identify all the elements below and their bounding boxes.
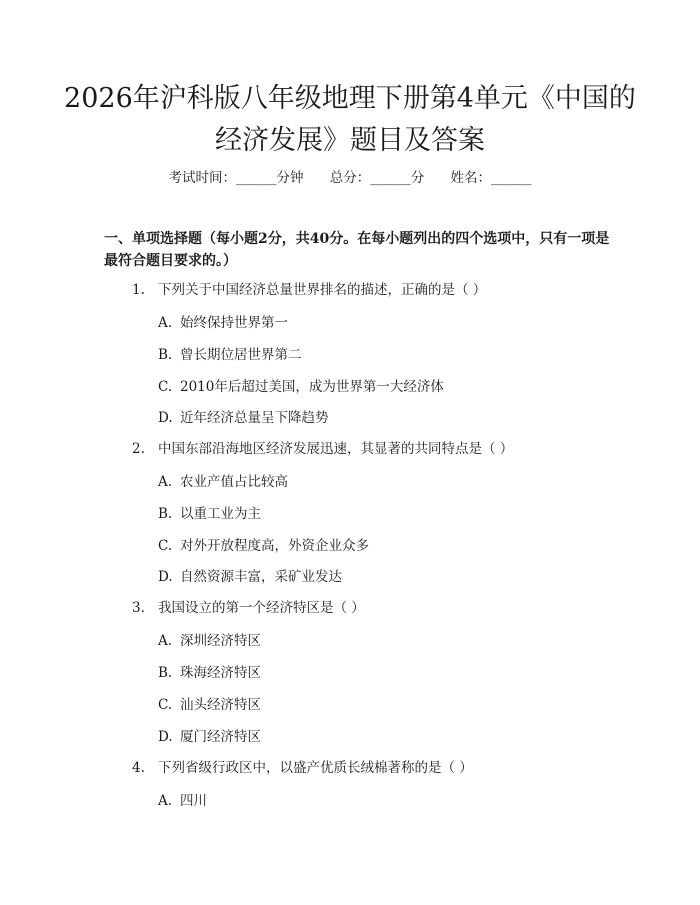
- option-text: 自然资源丰富，采矿业发达: [180, 569, 342, 585]
- question-number: 4.: [132, 760, 145, 776]
- section-heading: 一、单项选择题（每小题2分，共40分。在每小题列出的四个选项中，只有一项是最符合题目要求的。）: [104, 231, 610, 269]
- question-text: 下列关于中国经济总量世界排名的描述，正确的是（ ）: [158, 282, 487, 298]
- question-number: 3.: [132, 600, 145, 616]
- document-title: 2026年沪科版八年级地理下册第4单元《中国的经济发展》题目及答案: [64, 83, 636, 156]
- option-letter: A.: [158, 315, 173, 331]
- option-text: 深圳经济特区: [180, 633, 261, 649]
- option-text: 厦门经济特区: [180, 729, 261, 745]
- option-text: 珠海经济特区: [180, 665, 261, 681]
- question-text: 我国设立的第一个经济特区是（ ）: [158, 600, 365, 616]
- option-letter: B.: [158, 665, 173, 681]
- exam-info: [0, 168, 700, 188]
- student-name-field: 姓名：______: [450, 170, 532, 186]
- option-letter: D.: [158, 569, 173, 585]
- option-letter: B.: [158, 506, 173, 522]
- option-text: 汕头经济特区: [180, 697, 261, 713]
- option-text: 2010年后超过美国，成为世界第一大经济体: [180, 379, 444, 395]
- option-text: 四川: [180, 793, 207, 809]
- total-score-field: 总分：______分: [329, 170, 425, 186]
- exam-time-field: 考试时间：______分钟: [168, 170, 304, 186]
- option-letter: D.: [158, 410, 173, 426]
- option-letter: C.: [158, 697, 173, 713]
- option-letter: A.: [158, 793, 173, 809]
- option-text: 始终保持世界第一: [180, 315, 288, 331]
- option-text: 近年经济总量呈下降趋势: [180, 410, 329, 426]
- question-number: 2.: [132, 441, 145, 457]
- option-text: 以重工业为主: [180, 506, 261, 522]
- option-letter: B.: [158, 347, 173, 363]
- option-letter: A.: [158, 633, 173, 649]
- option-letter: A.: [158, 474, 173, 490]
- option-text: 对外开放程度高，外资企业众多: [180, 538, 369, 554]
- option-text: 曾长期位居世界第二: [180, 347, 302, 363]
- question-text: 中国东部沿海地区经济发展迅速，其显著的共同特点是（ ）: [158, 441, 514, 457]
- option-letter: D.: [158, 729, 173, 745]
- option-letter: C.: [158, 538, 173, 554]
- question-number: 1.: [132, 282, 145, 298]
- option-letter: C.: [158, 379, 173, 395]
- option-text: 农业产值占比较高: [180, 474, 288, 490]
- question-text: 下列省级行政区中，以盛产优质长绒棉著称的是（ ）: [158, 760, 473, 776]
